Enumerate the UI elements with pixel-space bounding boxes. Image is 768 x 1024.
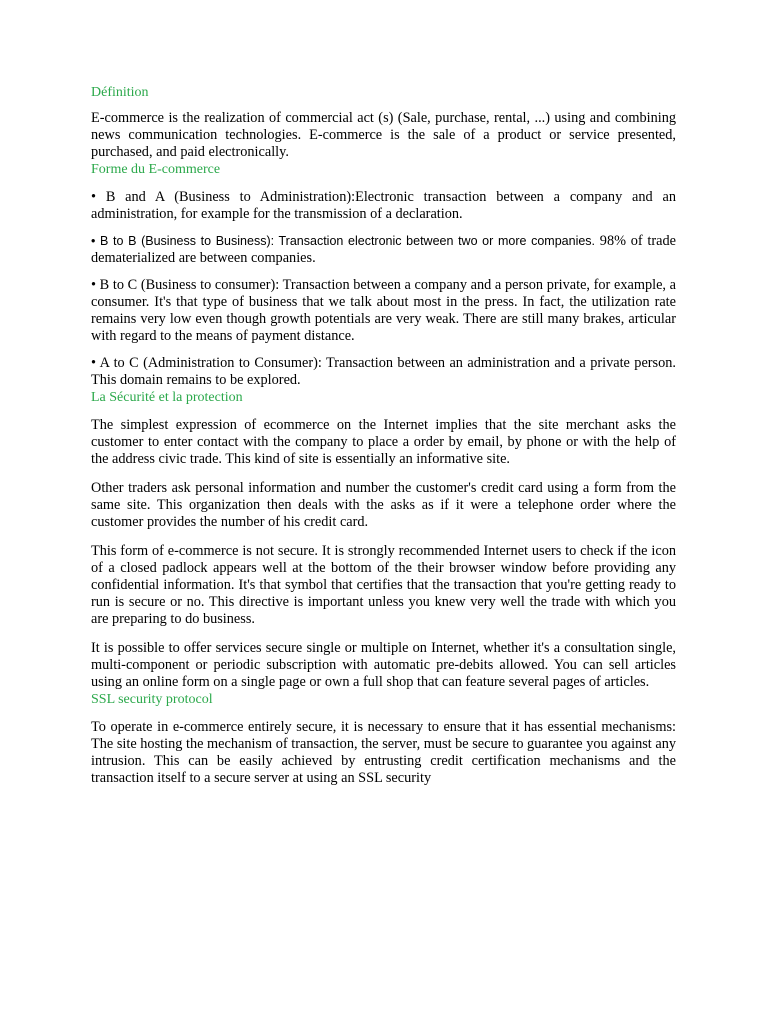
bullet-b-to-b-main: • B to B (Business to Business): Transaction electronic between two or more companies.	[91, 234, 596, 248]
securite-paragraph-4: It is possible to offer services secure single or multiple on Internet, whether it's a consultation single, multi-component or periodic subscription with automatic pre-debits allowed. You can sell articles using an online form on a single page or own a full shop that can feature several pages of articles.	[91, 640, 676, 690]
bullet-a-to-c: • A to C (Administration to Consumer): Transaction between an administration and a private person. This domain remains to be explored.	[91, 355, 676, 388]
bullet-b-to-b-tail: 98% of trade dematerialized are between companies.	[91, 233, 676, 266]
bullet-b-to-a: • B and A (Business to Administration):Electronic transaction between a company and an administration, for example for the transmission of a declaration.	[91, 189, 676, 222]
heading-definition: Définition	[91, 85, 149, 100]
heading-ssl: SSL security protocol	[91, 692, 213, 707]
bullet-b-to-c: • B to C (Business to consumer): Transaction between a company and a person private, for example, a consumer. It's that type of business that we talk about most in the press. In fact, the utilization rate remains very low even though growth potentials are very weak. There are still many brakes, articular with regard to the means of payment distance.	[91, 277, 676, 344]
heading-securite: La Sécurité et la protection	[91, 390, 243, 405]
securite-paragraph-2: Other traders ask personal information and number the customer's credit card using a form from the same site. This organization then deals with the asks as if it were a telephone order where the customer provides the number of his credit card.	[91, 480, 676, 530]
securite-paragraph-3: This form of e-commerce is not secure. It is strongly recommended Internet users to check if the icon of a closed padlock appears well at the bottom of the their browser window before providing any confidential information. It's that symbol that certifies that the transaction that you're getting ready to run is secure or no. This directive is important unless you knew very well the trade with which you are preparing to do business.	[91, 543, 676, 627]
ssl-paragraph-1: To operate in e-commerce entirely secure, it is necessary to ensure that it has essential mechanisms: The site hosting the mechanism of transaction, the server, must be secure to guarantee you against any intrusion. This can be easily achieved by entrusting credit certification mechanisms and the transaction itself to a secure server at using an SSL security	[91, 719, 676, 786]
securite-paragraph-1: The simplest expression of ecommerce on the Internet implies that the site merchant asks the customer to enter contact with the company to place a order by email, by phone or with the help of the address civic trade. This kind of site is essentially an informative site.	[91, 417, 676, 467]
bullet-b-to-b	[91, 233, 676, 267]
definition-paragraph: E-commerce is the realization of commercial act (s) (Sale, purchase, rental, ...) using and combining news communication technologies. E-commerce is the sale of a product or service presented, purchased, and paid electronically.	[91, 110, 676, 160]
heading-forme: Forme du E-commerce	[91, 162, 221, 177]
